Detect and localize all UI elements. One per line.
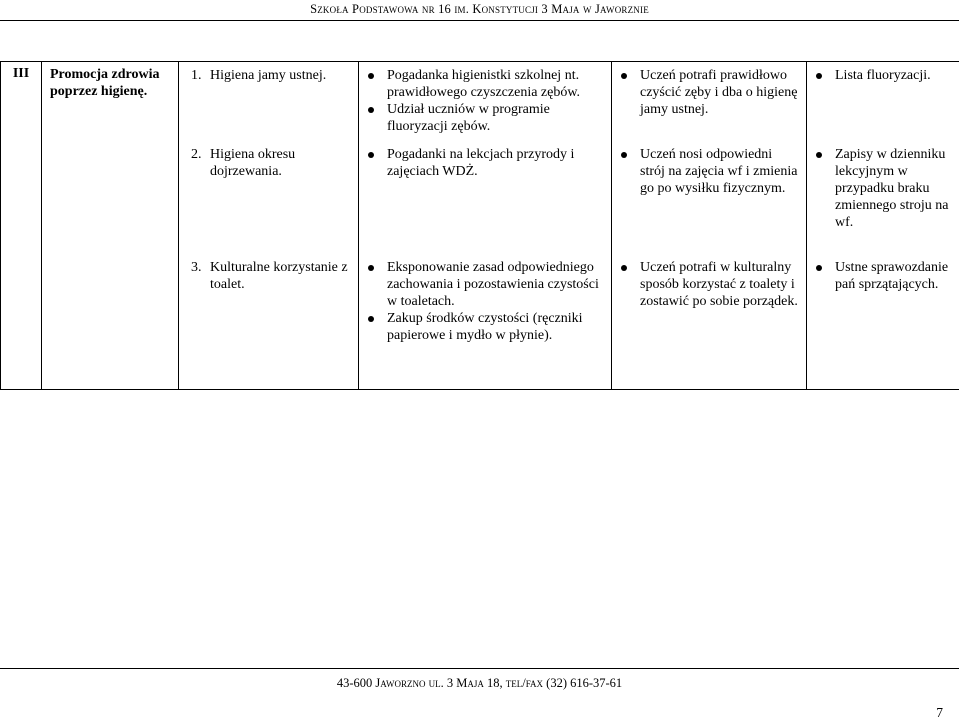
list-item: Eksponowanie zasad odpowiedniego zachowania i pozostawienia czystości w toaletach.: [359, 259, 611, 310]
list-item: Ustne sprawozdanie pań sprzątających.: [807, 259, 959, 293]
task-group-3: [179, 259, 358, 293]
evaluation-cell: [807, 62, 959, 390]
school-address: 43-600 Jaworzno ul. 3 Maja 18, tel/fax (32) 616-37-61: [336, 676, 623, 690]
list-item: Uczeń potrafi prawidłowo czyścić zęby i dba o higienę jamy ustnej.: [612, 67, 806, 118]
list-item: Pogadanki na lekcjach przyrody i zajęciach WDŻ.: [359, 146, 611, 180]
list-item: Uczeń nosi odpowiedni strój na zajęcia wf i zmienia go po wysiłku fizycznym.: [612, 146, 806, 197]
evaluation-group-1: [807, 67, 959, 84]
task-item: 1. Higiena jamy ustnej.: [191, 68, 327, 83]
methods-group-1: [359, 67, 611, 135]
effects-group-3: [612, 259, 806, 310]
list-item: Pogadanka higienistki szkolnej nt. prawidłowego czyszczenia zębów.: [359, 67, 611, 101]
methods-cell: [359, 62, 612, 390]
methods-group-3: [359, 259, 611, 344]
section-number-cell: [1, 62, 42, 390]
list-item: Uczeń potrafi w kulturalny sposób korzystać z toalety i zostawić po sobie porządek.: [612, 259, 806, 310]
table-row: [1, 62, 959, 390]
list-item: Udział uczniów w programie fluoryzacji zębów.: [359, 101, 611, 135]
list-item: Lista fluoryzacji.: [807, 67, 959, 84]
effects-group-1: [612, 67, 806, 118]
list-item: Zapisy w dzienniku lekcyjnym w przypadku braku zmiennego stroju na wf.: [807, 146, 959, 231]
task-group-2: [179, 146, 358, 180]
evaluation-group-3: [807, 259, 959, 293]
page-footer: [0, 676, 959, 691]
section-number: III: [12, 66, 30, 81]
footer-divider: [0, 668, 959, 669]
header-divider: [0, 20, 959, 21]
task-item: 3. Kulturalne korzystanie z toalet.: [191, 260, 348, 292]
list-item: Zakup środków czystości (ręczniki papierowe i mydło w płynie).: [359, 310, 611, 344]
effects-cell: [612, 62, 807, 390]
task-item: 2. Higiena okresu dojrzewania.: [191, 147, 296, 179]
tasks-cell: [179, 62, 359, 390]
goal-text: Promocja zdrowia poprzez higienę.: [50, 67, 160, 99]
methods-group-2: [359, 146, 611, 180]
task-group-1: [179, 67, 358, 84]
evaluation-group-2: [807, 146, 959, 231]
effects-group-2: [612, 146, 806, 197]
page-number: 7: [936, 705, 943, 720]
page-header: [0, 0, 959, 17]
school-name: Szkoła Podstawowa nr 16 im. Konstytucji 3 Maja w Jaworznie: [310, 2, 649, 16]
goal-cell: [42, 62, 179, 390]
program-table: [0, 61, 959, 390]
